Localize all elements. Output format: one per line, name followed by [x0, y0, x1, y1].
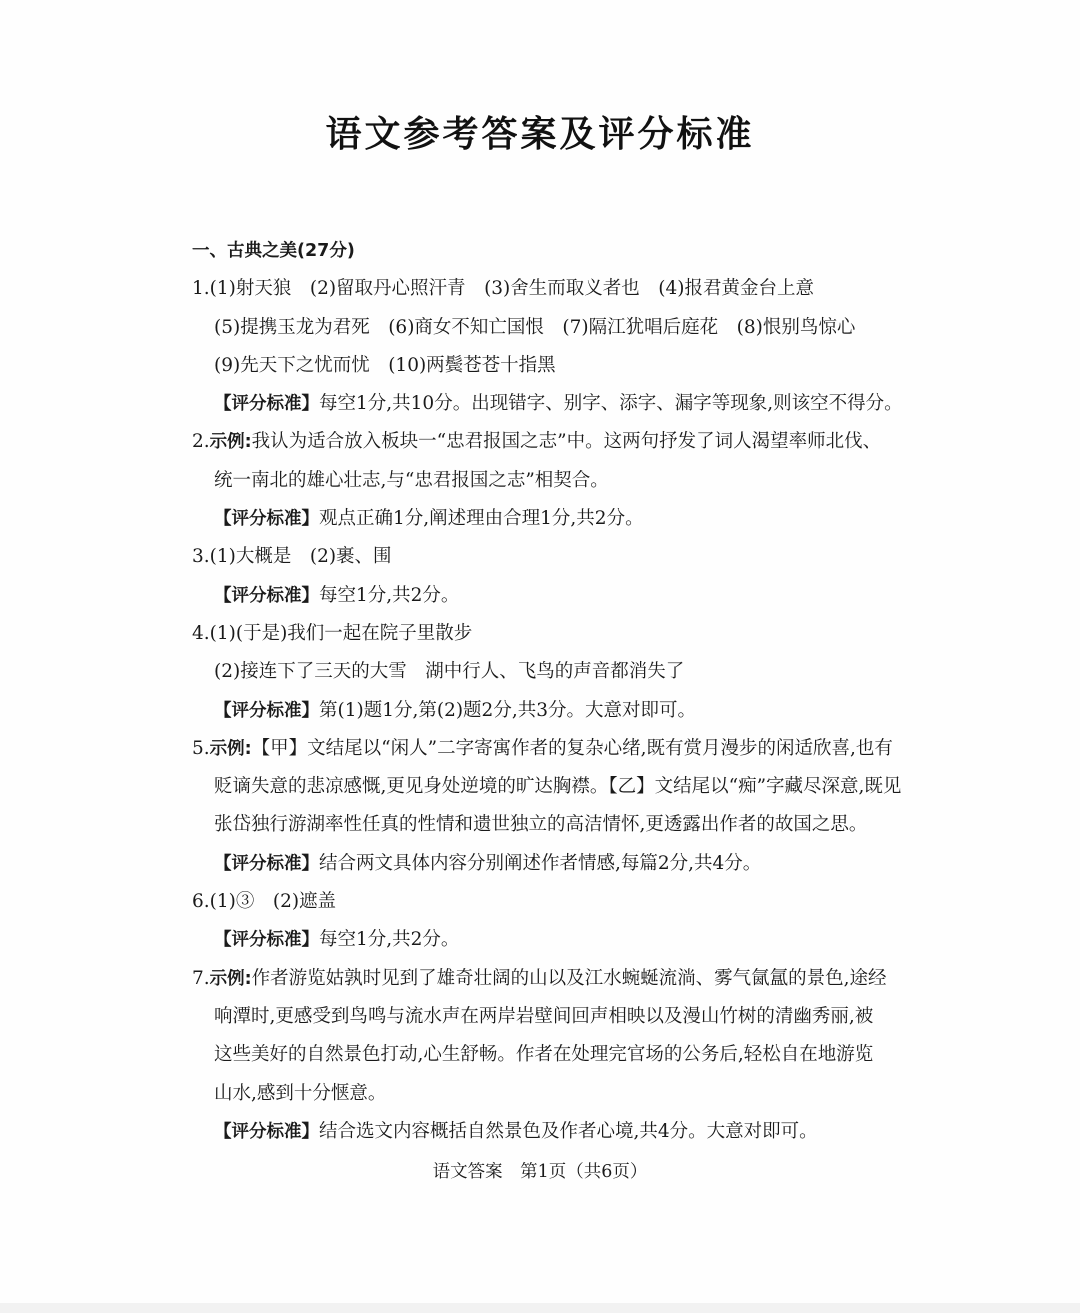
q5-text: 【甲】文结尾以“闲人”二字寄寓作者的复杂心绪,既有赏月漫步的闲适欣喜,也有 [251, 737, 893, 759]
criteria-label: 【评分标准】 [214, 930, 319, 951]
section-heading: 一、古典之美(27分) [192, 241, 355, 261]
criteria-label: 【评分标准】 [214, 853, 319, 874]
q1-line-2: (5)提携玉龙为君死 (6)商女不知亡国恨 (7)隔江犹唱后庭花 (8)恨别鸟惊心 [214, 316, 856, 338]
question-number: 5. [192, 737, 210, 759]
criteria-text: 结合选文内容概括自然景色及作者心境,共4分。大意对即可。 [319, 1120, 818, 1142]
q7-text: 作者游览姑孰时见到了雄奇壮阔的山以及江水蜿蜒流淌、雾气氤氲的景色,途经 [251, 967, 887, 989]
q6-line-1: 6.(1)③ (2)遮盖 [192, 891, 337, 913]
q5-criteria [192, 845, 932, 883]
bottom-edge-divider [0, 1303, 1080, 1313]
q7-line-2: 响潭时,更感受到鸟鸣与流水声在两岸岩壁间回声相映以及漫山竹树的清幽秀丽,被 [214, 1005, 874, 1027]
page-title: 语文参考答案及评分标准 [325, 114, 755, 155]
q5-line-1 [192, 730, 932, 768]
q4-line-2: (2)接连下了三天的大雪 湖中行人、飞鸟的声音都消失了 [214, 661, 685, 683]
example-label: 示例: [209, 968, 252, 989]
answer-content [192, 232, 932, 1151]
q5-line-3: 张岱独行游湖率性任真的性情和遗世独立的高洁情怀,更透露出作者的故国之思。 [214, 814, 868, 836]
criteria-text: 结合两文具体内容分别阐述作者情感,每篇2分,共4分。 [319, 852, 762, 874]
criteria-text: 观点正确1分,阐述理由合理1分,共2分。 [319, 508, 644, 530]
q2-line-1 [192, 423, 932, 461]
criteria-text: 每空1分,共2分。 [319, 929, 460, 951]
q7-criteria [192, 1113, 932, 1151]
question-number: 7. [192, 967, 210, 989]
q4-criteria [192, 692, 932, 730]
question-number: 2. [192, 431, 210, 453]
criteria-text: 每空1分,共2分。 [319, 584, 460, 606]
q3-line-1: 3.(1)大概是 (2)裹、围 [192, 546, 392, 568]
criteria-text: 第(1)题1分,第(2)题2分,共3分。大意对即可。 [319, 699, 696, 721]
example-label: 示例: [209, 432, 252, 453]
q7-line-3: 这些美好的自然景色打动,心生舒畅。作者在处理完官场的公务后,轻松自在地游览 [214, 1044, 874, 1066]
q3-criteria [192, 577, 932, 615]
page-footer: 语文答案 第1页（共6页） [432, 1162, 648, 1182]
q7-line-4: 山水,感到十分惬意。 [214, 1082, 387, 1104]
criteria-label: 【评分标准】 [214, 394, 319, 415]
criteria-text: 每空1分,共10分。出现错字、别字、添字、漏字等现象,则该空不得分。 [319, 393, 903, 415]
example-label: 示例: [209, 738, 252, 759]
q1-criteria [192, 385, 932, 423]
q6-criteria [192, 921, 932, 959]
criteria-label: 【评分标准】 [214, 1121, 319, 1142]
q1-line-3: (9)先天下之忧而忧 (10)两鬓苍苍十指黑 [214, 354, 556, 376]
q7-line-1 [192, 960, 932, 998]
q1-line-1: 1.(1)射天狼 (2)留取丹心照汗青 (3)舍生而取义者也 (4)报君黄金台上意 [192, 278, 814, 300]
q5-line-2: 贬谪失意的悲凉感慨,更见身处逆境的旷达胸襟。【乙】文结尾以“痴”字藏尽深意,既见 [214, 776, 902, 798]
q4-line-1: 4.(1)(于是)我们一起在院子里散步 [192, 622, 473, 644]
q2-text: 我认为适合放入板块一“忠君报国之志”中。这两句抒发了词人渴望率师北伐、 [251, 431, 882, 453]
criteria-label: 【评分标准】 [214, 509, 319, 530]
q2-line-2: 统一南北的雄心壮志,与“忠君报国之志”相契合。 [214, 469, 609, 491]
criteria-label: 【评分标准】 [214, 585, 319, 606]
q2-criteria [192, 500, 932, 538]
criteria-label: 【评分标准】 [214, 700, 319, 721]
